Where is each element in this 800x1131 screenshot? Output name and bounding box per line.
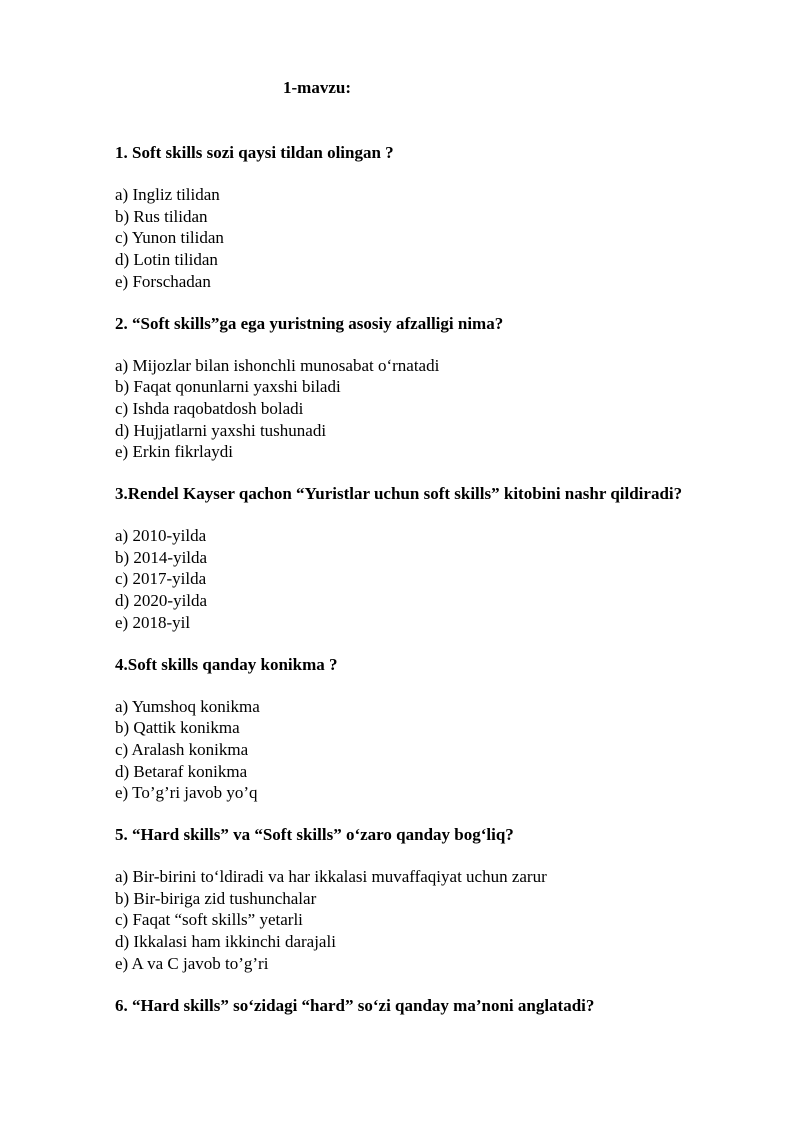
answer-option: d) Ikkalasi ham ikkinchi darajali	[115, 932, 336, 952]
question-2	[115, 312, 775, 464]
answer-option: c) Yunon tilidan	[115, 228, 224, 248]
answer-options	[115, 355, 775, 464]
answer-option: c) Aralash konikma	[115, 739, 249, 759]
question-4	[115, 653, 775, 805]
answer-option: c) Ishda raqobatdosh boladi	[115, 398, 304, 418]
page-title: 1-mavzu:	[283, 78, 351, 97]
answer-option: a) Yumshoq konikma	[115, 696, 260, 716]
answer-option: b) 2014-yilda	[115, 547, 208, 567]
answer-option: e) 2018-yil	[115, 612, 191, 632]
question-text: 5. “Hard skills” va “Soft skills” o‘zaro qanday bog‘liq?	[115, 825, 514, 845]
answer-option: e) Erkin fikrlaydi	[115, 442, 234, 462]
question-text: 4.Soft skills qanday konikma ?	[115, 654, 338, 674]
answer-option: a) Ingliz tilidan	[115, 185, 220, 204]
question-6	[115, 994, 775, 1018]
question-text: 1. Soft skills sozi qaysi tildan olingan ?	[115, 143, 394, 162]
answer-option: b) Qattik konikma	[115, 718, 240, 738]
question-5	[115, 823, 775, 975]
question-list	[115, 141, 775, 1037]
answer-options	[115, 696, 775, 805]
answer-option: a) Mijozlar bilan ishonchli munosabat o‘rnatadi	[115, 355, 440, 375]
answer-options	[115, 184, 775, 293]
answer-options	[115, 866, 775, 975]
answer-option: e) To’g’ri javob yo’q	[115, 783, 258, 803]
answer-option: c) 2017-yilda	[115, 569, 207, 589]
answer-option: b) Faqat qonunlarni yaxshi biladi	[115, 377, 341, 397]
question-text: 3.Rendel Kayser qachon “Yuristlar uchun soft skills” kitobini nashr qildiradi?	[115, 484, 683, 504]
question-text: 2. “Soft skills”ga ega yuristning asosiy afzalligi nima?	[115, 313, 504, 333]
question-text: 6. “Hard skills” so‘zidagi “hard” so‘zi qanday ma’noni anglatadi?	[115, 995, 595, 1015]
answer-option: d) Betaraf konikma	[115, 761, 248, 781]
answer-options	[115, 525, 775, 634]
answer-option: e) A va C javob to’g’ri	[115, 953, 269, 973]
answer-option: c) Faqat “soft skills” yetarli	[115, 910, 303, 930]
answer-option: d) Lotin tilidan	[115, 250, 218, 270]
answer-option: a) Bir-birini to‘ldiradi va har ikkalasi muvaffaqiyat uchun zarur	[115, 867, 547, 887]
answer-option: e) Forschadan	[115, 271, 211, 291]
question-3	[115, 482, 775, 634]
answer-option: b) Bir-biriga zid tushunchalar	[115, 888, 317, 908]
answer-option: b) Rus tilidan	[115, 206, 208, 226]
question-1	[115, 141, 775, 293]
answer-option: d) Hujjatlarni yaxshi tushunadi	[115, 420, 327, 440]
answer-option: a) 2010-yilda	[115, 526, 207, 546]
answer-option: d) 2020-yilda	[115, 591, 208, 611]
